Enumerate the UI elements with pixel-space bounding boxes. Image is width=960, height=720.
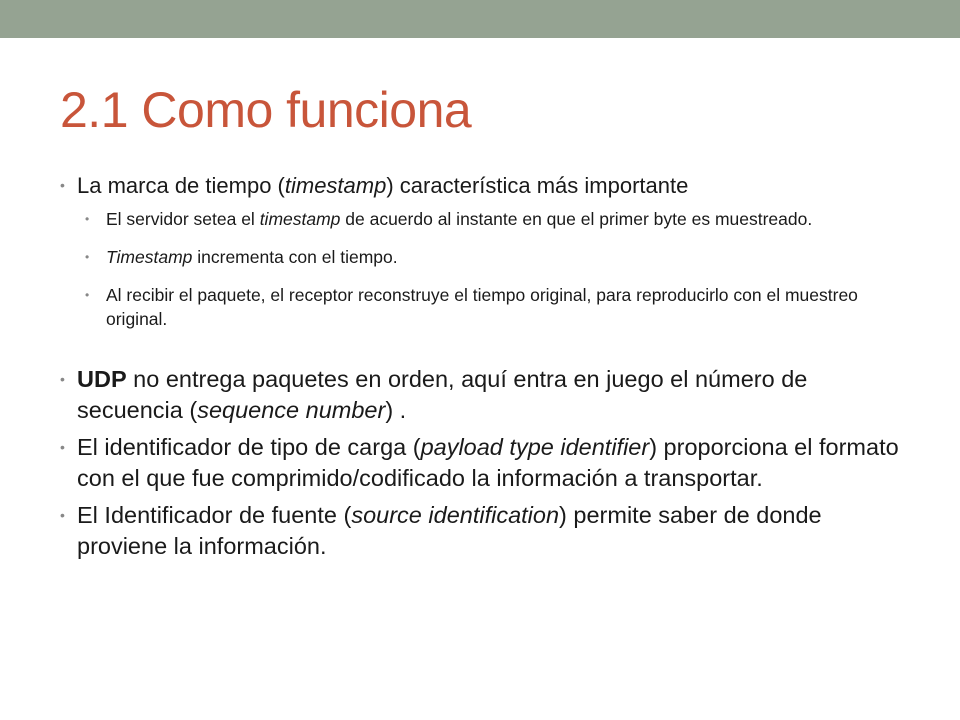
bullet-text: ) característica más importante (386, 173, 689, 198)
bullet-text: El identificador de tipo de carga ( (77, 434, 421, 460)
bullet-icon: • (85, 212, 90, 226)
subbullet-receiver-reconstructs (85, 283, 910, 331)
bullet-icon: • (60, 371, 65, 387)
bullet-payload-type (60, 432, 910, 494)
bullet-icon: • (85, 288, 90, 302)
bullet-italic: payload type identifier (420, 434, 650, 460)
bullet-italic: timestamp (259, 209, 341, 229)
bullet-text: Al recibir el paquete, el receptor reconstruye el tiempo original, para reproducirlo con el muestreo original. (106, 285, 858, 329)
bullet-timestamp (60, 170, 910, 201)
bullet-text: ) proporciona el formato con el que fue comprimido/codificado la información a transportar. (77, 434, 899, 491)
bullet-text: El Identificador de fuente ( (77, 502, 352, 528)
bullet-italic: sequence number (197, 397, 386, 423)
bullet-text: El servidor setea el (106, 209, 260, 229)
bullet-source-identification (60, 500, 910, 562)
bullet-text: no entrega paquetes en orden, aquí entra en juego el número de secuencia ( (77, 366, 808, 423)
bullet-text: La marca de tiempo ( (77, 173, 285, 198)
bullet-icon: • (60, 507, 65, 523)
bullet-icon: • (85, 250, 90, 264)
bullet-icon: • (60, 177, 65, 193)
bullet-italic: Timestamp (106, 247, 193, 267)
slide-content (60, 170, 910, 562)
slide-title: 2.1 Como funciona (60, 82, 472, 138)
bullet-bold: UDP (77, 366, 127, 392)
bullet-icon: • (60, 439, 65, 455)
bullet-udp-sequence (60, 364, 910, 426)
subbullet-timestamp-increments (85, 245, 910, 269)
bullet-text: ) permite saber de donde proviene la información. (77, 502, 822, 559)
bullet-text: de acuerdo al instante en que el primer byte es muestreado. (340, 209, 813, 229)
bullet-text: ) . (385, 397, 407, 423)
bullet-text: incrementa con el tiempo. (192, 247, 398, 267)
top-accent-bar (0, 0, 960, 38)
bullet-italic: source identification (351, 502, 560, 528)
bullet-italic: timestamp (284, 173, 387, 198)
subbullet-server-timestamp (85, 207, 910, 231)
